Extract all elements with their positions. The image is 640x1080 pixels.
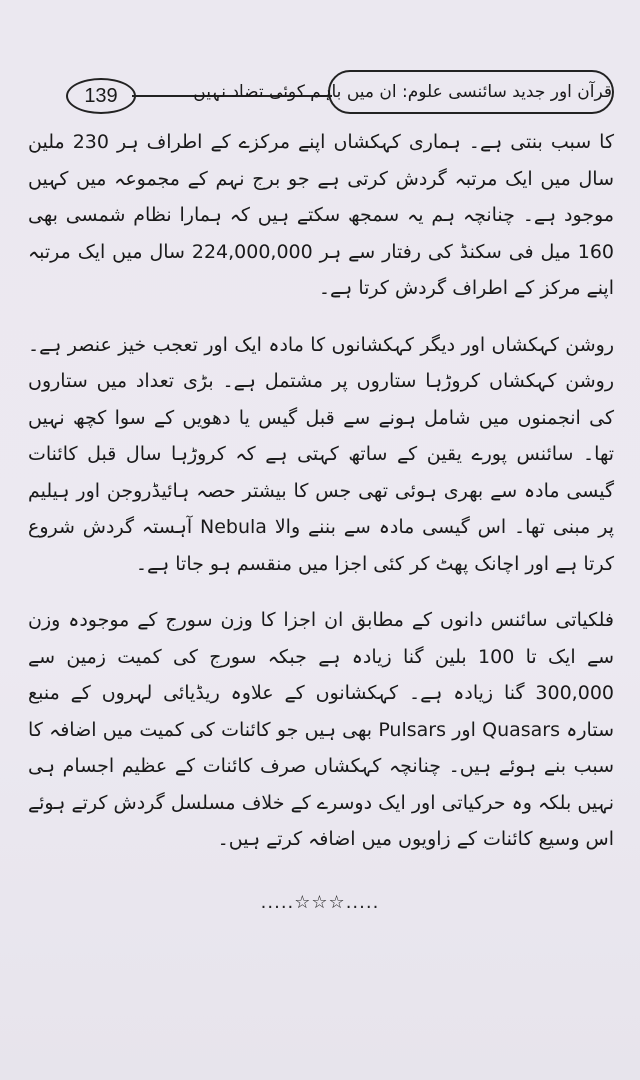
paragraph-3: فلکیاتی سائنس دانوں کے مطابق ان اجزا کا وزن سورج کے موجودہ وزن سے ایک تا 100 بلین گنا زیادہ ہے جبکہ سورج کی کمیت زمین سے 300,000 گنا زیادہ ہے۔ کہکشانوں کے علاوہ ریڈیائی لہروں کے منبع ستارہ Quasars اور Pulsars بھی ہیں جو کائنات کی کمیت میں اضافہ کا سبب بنے ہوئے ہیں۔ چنانچہ کہکشاں صرف کائنات کے عظیم اجسام ہی نہیں بلکہ وہ حرکیاتی اور ایک دوسرے کے خلاف مسلسل گردش کرتے ہوئے اس وسیع کائنات کے زاویوں میں اضافہ کرتے ہیں۔: [28, 609, 614, 850]
paragraph-1: کا سبب بنتی ہے۔ ہماری کہکشاں اپنے مرکزے کے اطراف ہر 230 ملین سال میں ایک مرتبہ گردش کرتی ہے جو برج نہم کے مجموعہ میں کہیں موجود ہے۔ چنانچہ ہم یہ سمجھ سکتے ہیں کہ ہمارا نظام شمسی بھی 160 میل فی سکنڈ کی رفتار سے ہر 224,000,000 سال میں ایک مرتبہ اپنے مرکز کے اطراف گردش کرتا ہے۔: [28, 131, 614, 299]
section-divider-stars: .....☆☆☆.....: [260, 892, 380, 913]
body-text: [28, 124, 614, 858]
page-number: 139: [66, 78, 136, 114]
paragraph-2: روشن کہکشاں اور دیگر کہکشانوں کا مادہ ایک اور تعجب خیز عنصر ہے۔ روشن کہکشاں کروڑہا ستاروں پر مشتمل ہے۔ بڑی تعداد میں ستاروں کی انجمنوں میں شامل ہونے سے قبل گیس یا دھویں کے سوا کچھ نہیں تھا۔ سائنس پورے یقین کے ساتھ کہتی ہے کہ کروڑہا سال قبل کائنات گیسی مادہ سے بھری ہوئی تھی جس کا بیشتر حصہ ہائیڈروجن اور ہیلیم پر مبنی تھا۔ اس گیسی مادہ سے بننے والا Nebula آہستہ گردش شروع کرتا ہے اور اچانک پھٹ کر کئی اجزا میں منقسم ہو جاتا ہے۔: [28, 333, 614, 575]
running-title: قرآن اور جدید سائنسی علوم: ان میں باہم کوئی تضاد نہیں: [328, 70, 614, 114]
page-header: [66, 64, 611, 112]
